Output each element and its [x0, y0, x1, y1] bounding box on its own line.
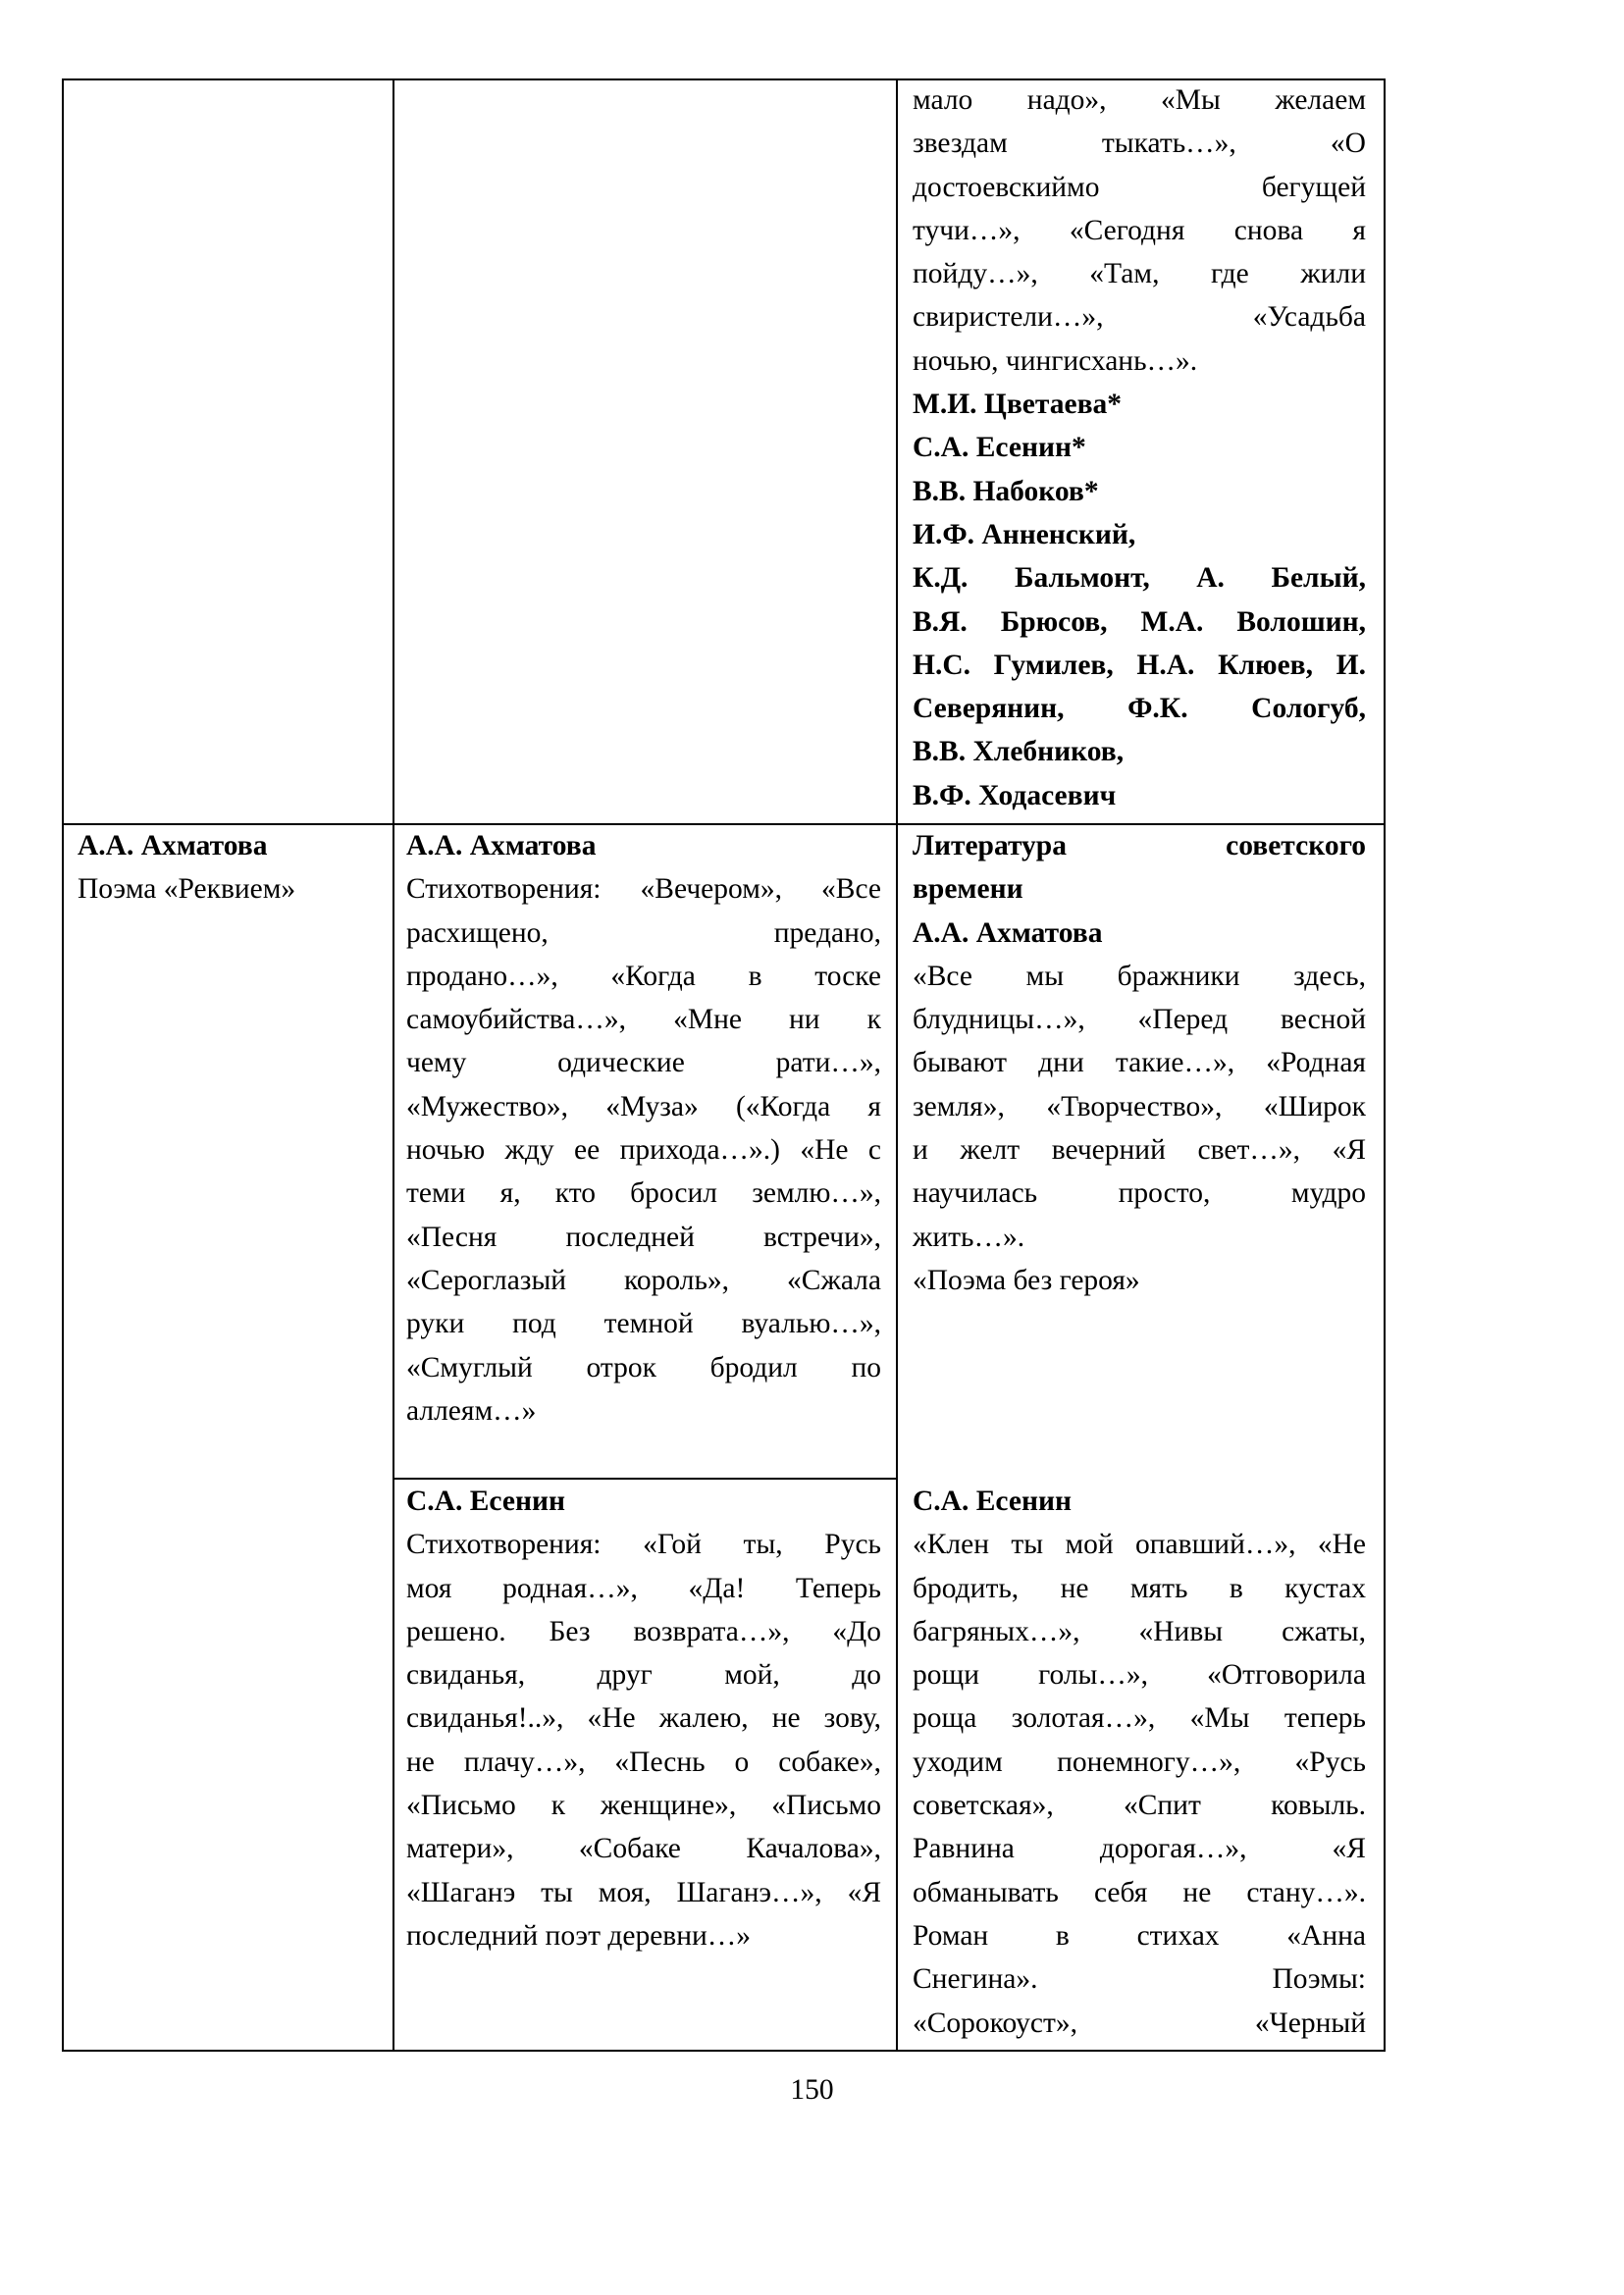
text-line: земля», «Творчество», «Широк [913, 1090, 1366, 1122]
text-line: и желт вечерний свет…», «Я [913, 1134, 1366, 1167]
text-line: Н.С. Гумилев, Н.А. Клюев, И. [913, 649, 1366, 681]
text-line: «Все мы бражники здесь, [913, 960, 1366, 992]
text-line: «Мужество», «Муза» («Когда я [406, 1090, 881, 1122]
text-line: советская», «Спит ковыль. [913, 1790, 1366, 1822]
text-line: С.А. Есенин [913, 1486, 1072, 1517]
text-line: С.А. Есенин [406, 1486, 565, 1517]
text-line: свиристели…», «Усадьба [913, 301, 1366, 334]
text-line: Стихотворения: «Гой ты, Русь [406, 1529, 881, 1561]
text-line: рощи голы…», «Отговорила [913, 1659, 1366, 1692]
text-line: достоевскиймо бегущей [913, 171, 1366, 203]
text-line: «Клен ты мой опавший…», «Не [913, 1529, 1366, 1561]
text-line: самоубийства…», «Мне ни к [406, 1004, 881, 1036]
text-line: А.А. Ахматова [913, 916, 1103, 949]
bottom-row-col2-esenin-cell [406, 1480, 881, 1957]
text-line: уходим понемногу…», «Русь [913, 1746, 1366, 1778]
text-line: последний поэт деревни…» [406, 1919, 752, 1952]
text-line: Литература советского [913, 830, 1366, 861]
text-line: свиданья, друг мой, до [406, 1659, 881, 1692]
text-line: Роман в стихах «Анна [913, 1919, 1366, 1952]
text-line: чему одические рати…», [406, 1047, 881, 1079]
text-line: «Смуглый отрок бродил по [406, 1351, 881, 1383]
text-line: Равнина дорогая…», «Я [913, 1833, 1366, 1865]
text-line: Поэма «Реквием» [78, 873, 296, 906]
bottom-row-col1-cell [78, 824, 377, 912]
text-line: не плачу…», «Песнь о собаке», [406, 1746, 881, 1778]
text-line: С.А. Есенин* [913, 432, 1086, 464]
text-line: «Шаганэ ты моя, Шаганэ…», «Я [406, 1876, 881, 1908]
text-line: А.А. Ахматова [78, 830, 268, 861]
text-line: В.В. Набоков* [913, 475, 1099, 507]
text-line: матери», «Собаке Качалова», [406, 1833, 881, 1865]
text-line: В.В. Хлебников, [913, 736, 1125, 768]
text-line: жить…». [913, 1221, 1025, 1253]
bottom-row-col3-akhmatova-cell [913, 824, 1366, 1302]
text-line: «Сероглазый король», «Сжала [406, 1264, 881, 1296]
text-line: мало надо», «Мы желаем [913, 84, 1366, 116]
bottom-row-col2-akhmatova-cell [406, 824, 881, 1433]
column-divider-2 [896, 78, 898, 2052]
text-line: «Песня последней встречи», [406, 1221, 881, 1253]
text-line: ночью, чингисхань…». [913, 344, 1198, 377]
text-line: М.И. Цветаева* [913, 389, 1123, 421]
bottom-row-col3-esenin-cell [913, 1480, 1366, 2045]
text-line: бывают дни такие…», «Родная [913, 1047, 1366, 1079]
text-line: бродить, не мять в кустах [913, 1572, 1366, 1604]
table-bottom-border [62, 2050, 1386, 2052]
page-number: 150 [790, 2074, 834, 2106]
text-line: решено. Без возврата…», «До [406, 1615, 881, 1647]
text-line: теми я, кто бросил землю…», [406, 1177, 881, 1210]
column-divider-1 [393, 78, 394, 2052]
text-line: Стихотворения: «Вечером», «Все [406, 873, 881, 906]
text-line: времени [913, 873, 1023, 906]
text-line: «Поэма без героя» [913, 1264, 1140, 1296]
text-line: аллеям…» [406, 1394, 537, 1427]
table-left-border [62, 78, 64, 2052]
text-line: Снегина». Поэмы: [913, 1963, 1366, 1996]
text-line: свиданья!..», «Не жалею, не зову, [406, 1702, 881, 1735]
text-line: А.А. Ахматова [406, 830, 597, 861]
text-line: К.Д. Бальмонт, А. Белый, [913, 562, 1366, 595]
text-line: ночью жду ее прихода…».) «Не с [406, 1134, 881, 1167]
text-line: пойду…», «Там, где жили [913, 258, 1366, 290]
text-line: В.Я. Брюсов, М.А. Волошин, [913, 605, 1366, 638]
text-line: звездам тыкать…», «О [913, 128, 1366, 160]
text-line: блудницы…», «Перед весной [913, 1004, 1366, 1036]
text-line: В.Ф. Ходасевич [913, 779, 1117, 811]
text-line: Северянин, Ф.К. Сологуб, [913, 693, 1366, 725]
text-line: И.Ф. Анненский, [913, 518, 1136, 550]
text-line: роща золотая…», «Мы теперь [913, 1702, 1366, 1735]
text-line: багряных…», «Нивы сжаты, [913, 1615, 1366, 1647]
text-line: моя родная…», «Да! Теперь [406, 1572, 881, 1604]
text-line: руки под темной вуалью…», [406, 1308, 881, 1340]
text-line: «Письмо к женщине», «Письмо [406, 1790, 881, 1822]
text-line: расхищено, предано, [406, 916, 881, 949]
text-line: обманывать себя не стану…». [913, 1876, 1366, 1908]
text-line: продано…», «Когда в тоске [406, 960, 881, 992]
text-line: «Сорокоуст», «Черный [913, 2007, 1366, 2039]
top-row-col3-cell [913, 78, 1366, 817]
text-line: тучи…», «Сегодня снова я [913, 214, 1366, 246]
table-right-border [1384, 78, 1386, 2052]
text-line: научилась просто, мудро [913, 1177, 1366, 1210]
